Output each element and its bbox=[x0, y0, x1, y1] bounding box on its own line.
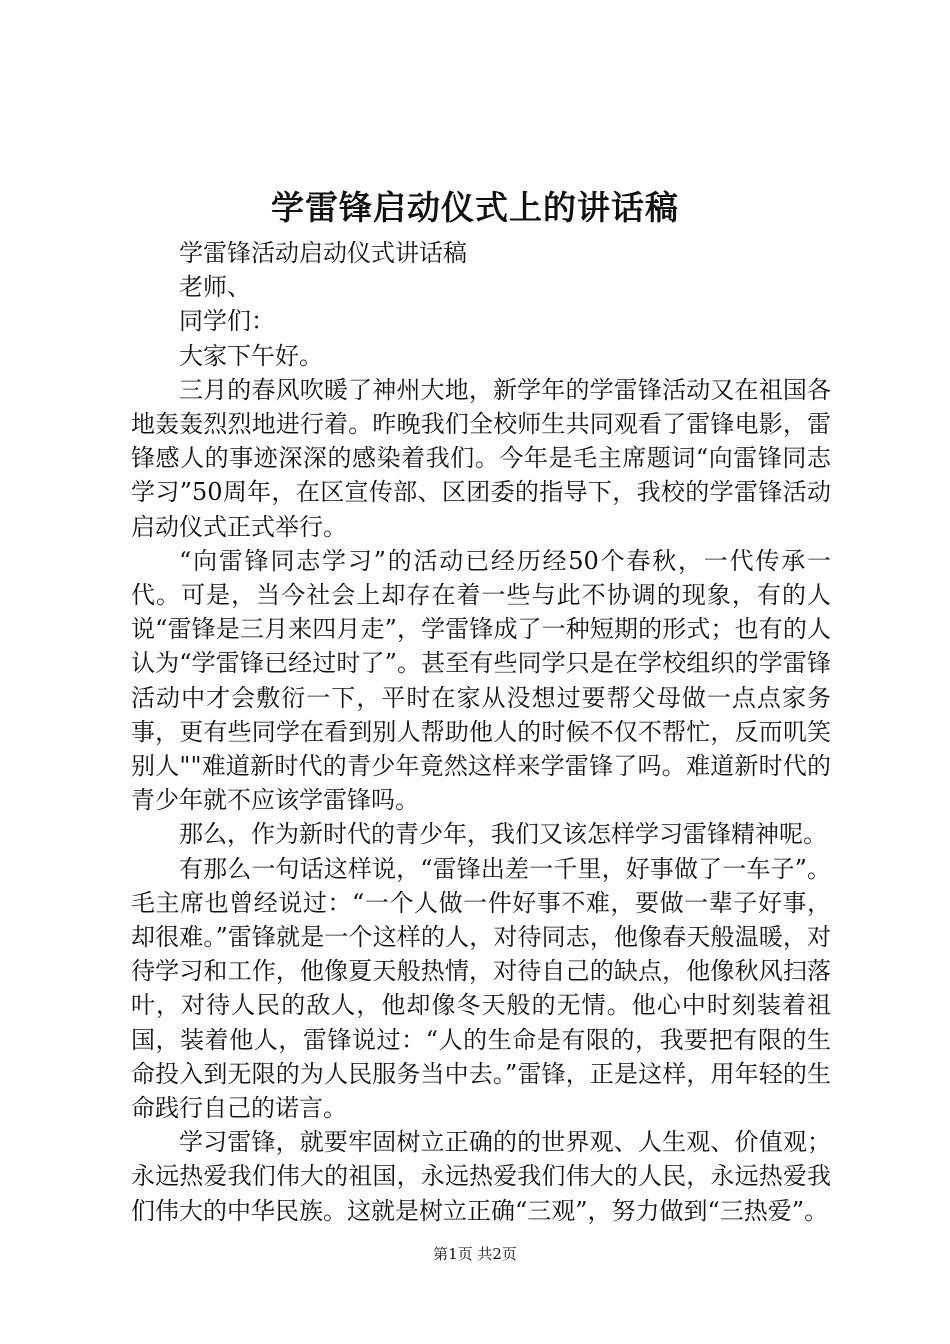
paragraph-body-3: 那么，作为新时代的青少年，我们又该怎样学习雷锋精神呢。 bbox=[179, 820, 827, 849]
document-body bbox=[131, 236, 831, 1228]
page-number-footer: 第1页 共2页 bbox=[433, 1245, 517, 1263]
paragraph-body-5: 学习雷锋，就要牢固树立正确的的世界观、人生观、价值观；永远热爱我们伟大的祖国，永远热爱我们伟大的人民，永远热爱我们伟大的中华民族。这就是树立正确“三观”，努力做到“三热爱”。 bbox=[131, 1128, 831, 1225]
paragraph-body-4: 有那么一句话这样说，“雷锋出差一千里，好事做了一车子”。毛主席也曾经说过：“一个人做一件好事不难，要做一辈子好事，却很难。”雷锋就是一个这样的人，对待同志，他像春天般温暖，对待学习和工作，他像夏天般热情，对待自己的缺点，他像秋风扫落叶，对待人民的敌人，他却像冬天般的无情。他心中时刻装着祖国，装着他人，雷锋说过：“人的生命是有限的，我要把有限的生命投入到无限的为人民服务当中去。”雷锋，正是这样，用年轻的生命践行自己的诺言。 bbox=[131, 854, 831, 1123]
paragraph-greeting-students: 同学们： bbox=[179, 307, 275, 336]
paragraph-subtitle: 学雷锋活动启动仪式讲话稿 bbox=[179, 239, 467, 267]
document-title: 学雷锋启动仪式上的讲话稿 bbox=[271, 188, 679, 227]
paragraph-good-afternoon: 大家下午好。 bbox=[179, 341, 323, 370]
paragraph-greeting-teachers: 老师、 bbox=[179, 273, 251, 302]
paragraph-body-1: 三月的春风吹暖了神州大地，新学年的学雷锋活动又在祖国各地轰轰烈烈地进行着。昨晚我们全校师生共同观看了雷锋电影，雷锋感人的事迹深深的感染着我们。今年是毛主席题词“向雷锋同志学习”50周年，在区宣传部、区团委的指导下，我校的学雷锋活动启动仪式正式举行。 bbox=[131, 375, 831, 541]
paragraph-body-2: “向雷锋同志学习”的活动已经历经50个春秋，一代传承一代。可是，当今社会上却存在着一些与此不协调的现象，有的人说“雷锋是三月来四月走”，学雷锋成了一种短期的形式；也有的人认为“学雷锋已经过时了”。甚至有些同学只是在学校组织的学雷锋活动中才会敷衍一下，平时在家从没想过要帮父母做一点点家务事，更有些同学在看到别人帮助他人的时候不仅不帮忙，反而叽笑别人""难道新时代的青少年竟然这样来学雷锋了吗。难道新时代的青少年就不应该学雷锋吗。 bbox=[131, 546, 831, 815]
